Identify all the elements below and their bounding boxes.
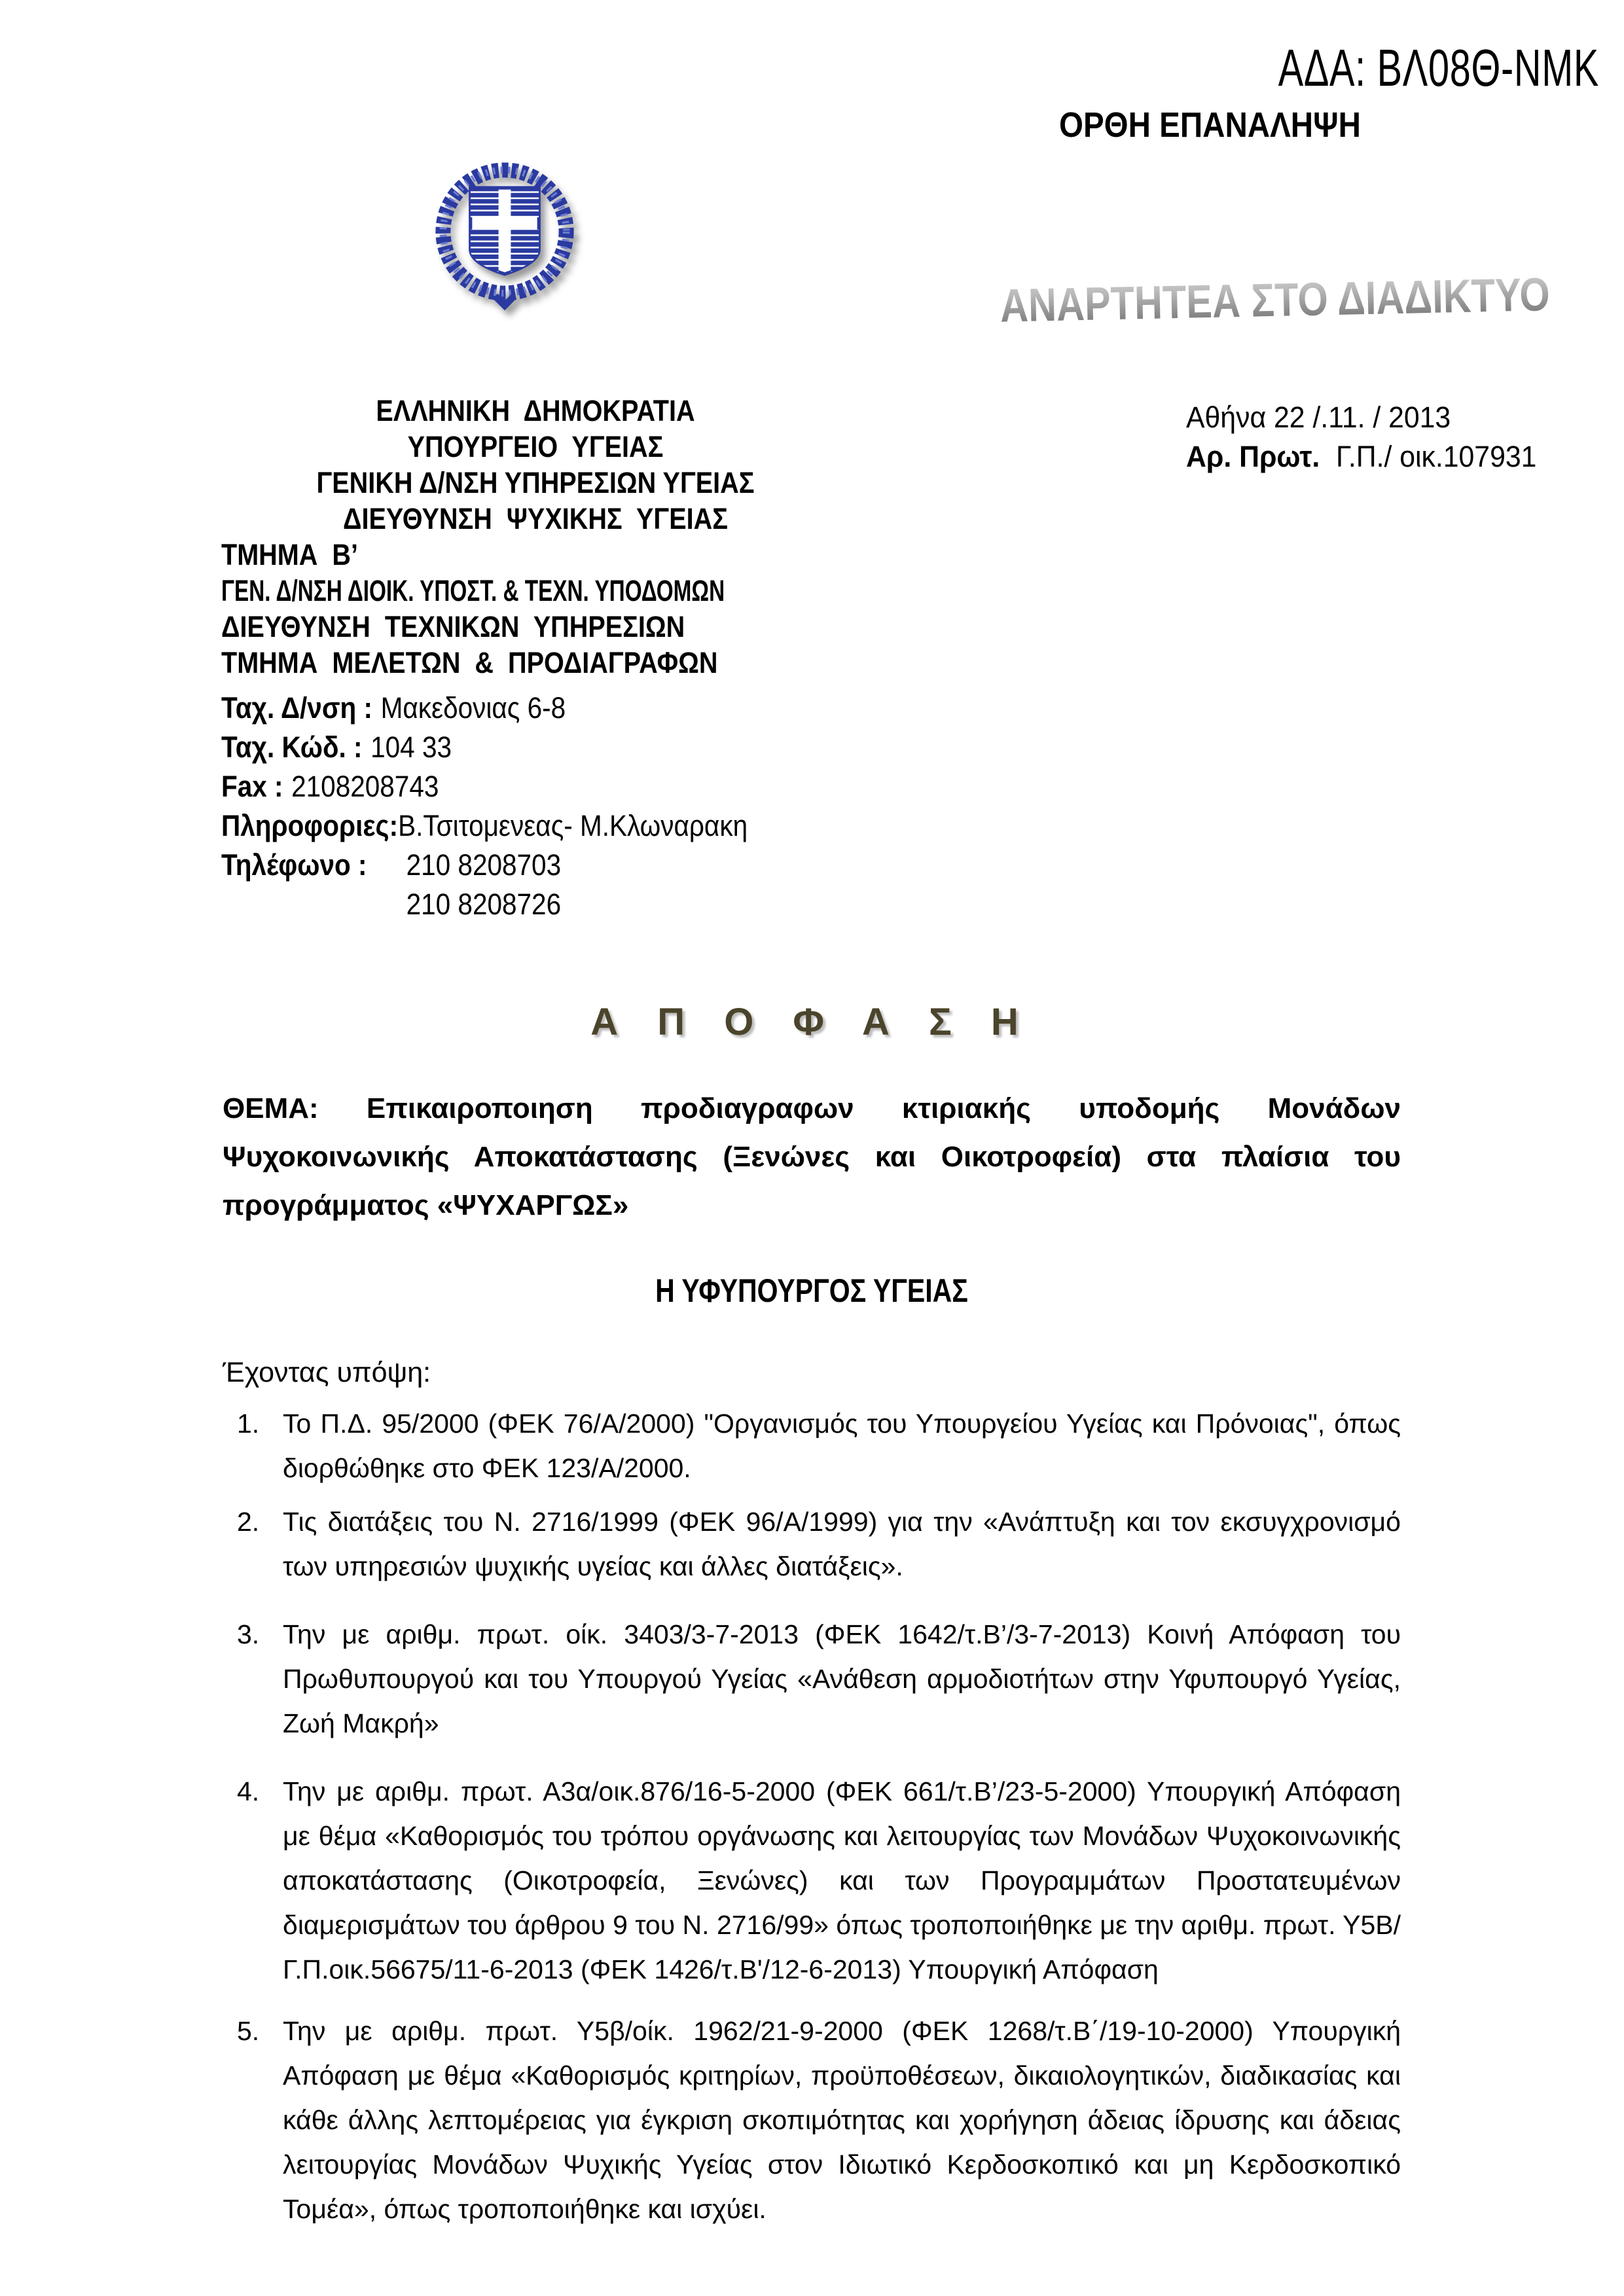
ada-number: ΑΔΑ: ΒΛ08Θ-ΝΜΚ <box>1278 39 1599 97</box>
org-line-technical-services: ΔΙΕΥΘΥΝΣΗ ΤΕΧΝΙΚΩΝ ΥΠΗΡΕΣΙΩΝ <box>221 610 685 643</box>
item-text: Τις διατάξεις του Ν. 2716/1999 (ΦΕΚ 96/Α/1999) για την «Ανάπτυξη και τον εκσυγχρονισμό των υπηρεσιών ψυχικής υγείας και άλλες διατάξεις». <box>283 1507 1401 1581</box>
item-number: 5. <box>237 2016 260 2046</box>
greek-national-emblem-icon <box>429 143 580 323</box>
contact-row-postcode <box>221 728 787 767</box>
contact-value: Μακεδονιας 6-8 <box>380 691 566 725</box>
item-text: Την με αριθμ. πρωτ. οίκ. 3403/3-7-2013 (ΦΕΚ 1642/τ.Β’/3-7-2013) Κοινή Απόφαση του Πρωθυπουργού και του Υπουργού Υγείας «Ανάθεση αρμοδιοτήτων στην Υφυπουργό Υγείας, Ζωή Μακρή» <box>283 1619 1401 1738</box>
ministry-header <box>221 393 850 924</box>
decision-title: Α Π Ο Φ Α Σ Η <box>590 1001 1033 1043</box>
consideration-item-3 <box>223 1612 1401 1746</box>
consideration-item-5 <box>223 2009 1401 2231</box>
contact-label: Ταχ. Δ/νση : <box>221 691 373 725</box>
org-line-mental-health-directorate: ΔΙΕΥΘΥΝΣΗ ΨΥΧΙΚΗΣ ΥΓΕΙΑΣ <box>343 502 728 535</box>
item-text: Το Π.Δ. 95/2000 (ΦΕΚ 76/Α/2000) "Οργανισμός του Υπουργείου Υγείας και Πρόνοιας", όπως διορθώθηκε στο ΦΕΚ 123/Α/2000. <box>283 1408 1401 1483</box>
contact-row-fax <box>221 767 787 806</box>
city-date: Αθήνα 22 /.11. / 2013 <box>1186 401 1451 434</box>
org-line-studies-department: ΤΜΗΜΑ ΜΕΛΕΤΩΝ & ΠΡΟΔΙΑΓΡΑΦΩΝ <box>221 646 718 679</box>
contact-label: Πληροφοριες: <box>221 809 399 842</box>
item-number: 3. <box>237 1619 260 1649</box>
protocol-label: Αρ. Πρωτ. <box>1186 440 1320 473</box>
contact-value: 2108208743 <box>291 770 439 803</box>
org-line-department-b: ΤΜΗΜΑ Β’ <box>221 538 358 571</box>
contact-value: 104 33 <box>370 730 452 764</box>
item-text: Την με αριθμ. πρωτ. Α3α/οικ.876/16-5-2000 (ΦΕΚ 661/τ.Β’/23-5-2000) Υπουργική Απόφαση με θέμα «Καθορισμός του τρόπου οργάνωσης και λειτουργίας των Μονάδων Ψυχοκοινωνικής αποκατάστασης (Οικοτροφεία, Ξενώνες) και των Προγραμμάτων Προστατευμένων διαμερισμάτων του άρθρου 9 του Ν. 2716/99» όπως τροποποιήθηκε με την αριθμ. πρωτ. Υ5Β/Γ.Π.οικ.56675/11-6-2013 (ΦΕΚ 1426/τ.Β'/12-6-2013) Υπουργική Απόφαση <box>283 1776 1401 1984</box>
contact-label: Ταχ. Κώδ. : <box>221 730 363 764</box>
protocol-number: Γ.Π./ οικ.107931 <box>1335 440 1537 473</box>
item-number: 4. <box>237 1776 260 1806</box>
contact-label: Fax : <box>221 770 283 803</box>
contact-row-address <box>221 689 787 728</box>
contact-value: 210 8208703 <box>406 848 562 882</box>
issuer-title: Η ΥΦΥΠΟΥΡΓΟΣ ΥΓΕΙΑΣ <box>655 1272 968 1309</box>
decision-body <box>223 1000 1401 2240</box>
contact-value: Β.Τσιτομενεας- Μ.Κλωναρακη <box>398 809 748 842</box>
consideration-item-4 <box>223 1769 1401 1992</box>
contact-row-information <box>221 806 787 846</box>
item-text: Την με αριθμ. πρωτ. Υ5β/οίκ. 1962/21-9-2000 (ΦΕΚ 1268/τ.Β΄/19-10-2000) Υπουργική Απόφαση με θέμα «Καθορισμός κριτηρίων, προϋποθέσεων, δικαιολογητικών, διαδικασίας και κάθε άλλης λεπτομέρειας για έγκριση σκοπιμότητας και χορήγηση άδειας ίδρυσης και άδειας λειτουργίας Μονάδων Ψυχικής Υγείας στον Ιδιωτικό Κερδοσκοπικό και μη Κερδοσκοπικό Τομέα», όπως τροποποιήθηκε και ισχύει. <box>283 2016 1401 2224</box>
subject-label: ΘΕΜΑ: <box>223 1092 319 1124</box>
consideration-item-1 <box>223 1401 1401 1490</box>
org-line-republic: ΕΛΛΗΝΙΚΗ ΔΗΜΟΚΡΑΤΙΑ <box>376 394 695 427</box>
item-number: 2. <box>237 1507 260 1537</box>
contact-row-phone-1 <box>221 846 787 885</box>
subject-text: Επικαιροποιηση προδιαγραφων κτιριακής υποδομής Μονάδων Ψυχοκοινωνικής Αποκατάστασης (Ξενώνες και Οικοτροφεία) στα πλαίσια του προγράμματος «ΨΥΧΑΡΓΩΣ» <box>223 1092 1401 1221</box>
considerations-list <box>223 1401 1401 2231</box>
web-posting-stamp: ΑΝΑΡΤΗΤΕΑ ΣΤΟ ΔΙΑΔΙΚΤΥΟ <box>1000 268 1551 332</box>
contact-row-phone-2 <box>221 885 787 924</box>
correction-notice: ΟΡΘΗ ΕΠΑΝΑΛΗΨΗ <box>1059 105 1361 145</box>
protocol-line <box>1186 437 1536 476</box>
contact-value: 210 8208726 <box>406 888 562 921</box>
org-line-general-directorate: ΓΕΝΙΚΗ Δ/ΝΣΗ ΥΠΗΡΕΣΙΩΝ ΥΓΕΙΑΣ <box>316 466 755 499</box>
date-protocol-block <box>1186 398 1555 476</box>
org-line-admin-support: ΓΕΝ. Δ/ΝΣΗ ΔΙΟΙΚ. ΥΠΟΣΤ. & ΤΕΧΝ. ΥΠΟΔΟΜΩΝ <box>221 574 725 607</box>
consideration-item-2 <box>223 1499 1401 1588</box>
contact-block <box>221 689 850 924</box>
contact-label: Τηλέφωνο : <box>221 848 367 882</box>
preamble: Έχοντας υπόψη: <box>223 1357 431 1388</box>
subject-paragraph <box>223 1085 1401 1230</box>
item-number: 1. <box>237 1408 260 1439</box>
org-line-ministry: ΥΠΟΥΡΓΕΙΟ ΥΓΕΙΑΣ <box>407 430 664 463</box>
